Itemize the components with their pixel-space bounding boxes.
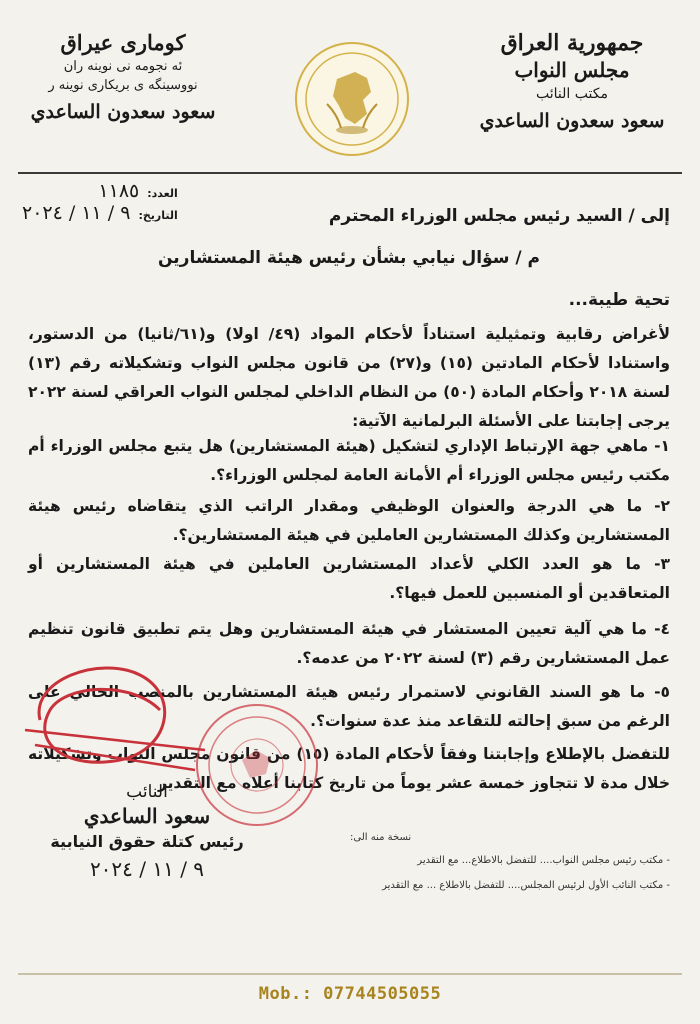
header-divider	[18, 172, 682, 174]
greeting: تحية طيبة...	[568, 290, 670, 310]
header-left-line2: ئه نجومه نی نوینه ران	[63, 59, 183, 74]
question-4: ٤- ما هي آلية تعيين المستشار في هيئة المستشارين وهل يتم تطبيق قانون تنظيم عمل المستشارين رقم (٣) لسنة ٢٠٢٢ من عدمه؟.	[28, 620, 670, 667]
cc-block	[350, 832, 670, 905]
number-row	[22, 180, 178, 202]
question-1: ١- ماهي جهة الإرتباط الإداري لتشكيل (هيئة المستشارين) هل يتبع مجلس الوزراء أم مكتب رئيس مجلس الوزراء أم الأمانة العامة لمجلس الوزراء؟.	[28, 437, 670, 484]
header-right-line1: جمهورية العراق	[500, 30, 644, 56]
header-left-line3: نووسینگه ی بریکاری نوینه ر	[48, 78, 198, 93]
closing-paragraph: للتفضل بالإطلاع وإجابتنا وفقاً لأحكام المادة (١٥) من قانون مجلس النواب وتشكيلاته خلال مدة لا تتجاوز خمسة عشر يوماً من تاريخ كتابنا أعلاه مع التقدير	[28, 745, 670, 792]
signature-name: سعود الساعدي	[83, 804, 211, 828]
date-label: التاريخ:	[138, 209, 178, 222]
question-3: ٣- ما هو العدد الكلي لأعداد المستشارين العاملين في هيئة المستشارين أو المتعاقدين أو المنسبين للعمل فيها؟.	[28, 555, 670, 602]
header-left-line4: سعود سعدون الساعدي	[30, 101, 216, 123]
header-left	[18, 30, 228, 123]
signature-block	[42, 782, 252, 881]
signature-role: رئيس كتلة حقوق النيابية	[50, 832, 244, 851]
subject-line: م / سؤال نيابي بشأن رئيس هيئة المستشارين	[157, 248, 541, 268]
number-label: العدد:	[147, 187, 178, 200]
footer-divider	[18, 973, 682, 975]
question-2: ٢- ما هي الدرجة والعنوان الوظيفي ومقدار الراتب الذي يتقاضاه رئيس هيئة المستشارين وكذلك المستشارين العاملين في هيئة المستشارين؟.	[28, 497, 670, 544]
date-value: ٩ / ١١ / ٢٠٢٤	[22, 202, 131, 224]
intro-paragraph: لأغراض رقابية وتمثيلية استناداً لأحكام المواد (٤٩/ اولا) و(٦١/ثانيا) من الدستور، واستنادا لأحكام المادتين (١٥) و(٢٧) من قانون مجلس النواب وتشكيلاته رقم (١٣) لسنة ٢٠١٨ وأحكام المادة (٥٠) من النظام الداخلي لمجلس النواب العراقي لسنة ٢٠٢٢ يرجى إجابتنا على الأسئلة البرلمانية الآتية:	[28, 325, 670, 430]
header-right-line4: سعود سعدون الساعدي	[479, 110, 665, 132]
header-left-line1: كوماری عیراق	[60, 30, 186, 55]
header-right-line3: مكتب النائب	[536, 86, 608, 102]
header-right-line2: مجلس النواب	[514, 58, 630, 82]
header-right	[472, 30, 672, 132]
signature-title: النائب	[126, 782, 168, 802]
signature-date: ٩ / ١١ / ٢٠٢٤	[89, 857, 205, 881]
addressee: إلى / السيد رئيس مجلس الوزراء المحترم	[328, 206, 670, 226]
number-value: ١١٨٥	[98, 180, 140, 202]
iraq-emblem-icon	[295, 42, 409, 156]
cc-heading: نسخة منه الى:	[350, 832, 412, 843]
handwritten-signature-icon	[20, 650, 210, 790]
cc-item-2: - مكتب النائب الأول لرئيس المجلس.... للتفضل بالاطلاع ... مع التقدير	[382, 880, 670, 891]
question-5: ٥- ما هو السند القانوني لاستمرار رئيس هيئة المستشارين بالمنصب الحالي على الرغم من سبق إحالته للتقاعد منذ عدة سنوات؟.	[28, 683, 670, 730]
mobile-number: Mob.: 07744505055	[258, 984, 442, 1004]
cc-item-1: - مكتب رئيس مجلس النواب.... للتفضل بالاطلاع... مع التقدير	[417, 855, 670, 866]
